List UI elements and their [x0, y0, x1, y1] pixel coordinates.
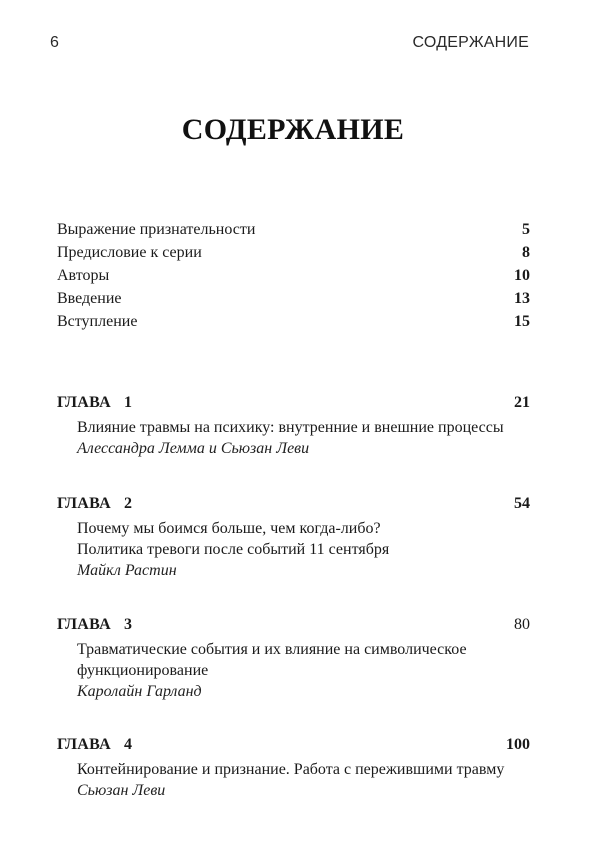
page-number: 6 — [50, 34, 60, 51]
chapter-page: 54 — [514, 495, 530, 512]
toc-entry-series-preface[interactable] — [57, 241, 530, 264]
chapter-title-line: функционирование — [77, 662, 209, 679]
chapter-title-line: Влияние травмы на психику: внутренние и внешние процессы — [77, 419, 504, 436]
chapter-word: ГЛАВА — [57, 495, 111, 512]
toc-entry-page: 8 — [522, 244, 530, 261]
page-title: СОДЕРЖАНИЕ — [181, 113, 405, 146]
toc-entry-label: Предисловие к серии — [57, 244, 202, 261]
chapter-heading — [57, 733, 530, 757]
toc-entry-page: 10 — [514, 267, 530, 284]
chapter-number: 4 — [124, 736, 132, 753]
chapter-page: 21 — [514, 394, 530, 411]
front-matter-list — [57, 218, 530, 333]
chapter-title-line: Политика тревоги после событий 11 сентября — [77, 541, 390, 558]
toc-chapter-3[interactable] — [57, 613, 530, 702]
toc-chapter-1[interactable] — [57, 391, 530, 459]
chapter-page: 80 — [514, 616, 530, 633]
chapter-page: 100 — [506, 736, 530, 753]
toc-entry-foreword[interactable] — [57, 310, 530, 333]
toc-entry-label: Выражение признательности — [57, 221, 256, 238]
chapter-word: ГЛАВА — [57, 394, 111, 411]
toc-entry-label: Авторы — [57, 267, 110, 284]
running-head — [50, 34, 529, 56]
toc-entry-label: Вступление — [57, 313, 138, 330]
chapter-author: Каролайн Гарланд — [77, 683, 202, 700]
chapter-number: 2 — [124, 495, 132, 512]
toc-entry-acknowledgements[interactable] — [57, 218, 530, 241]
toc-entry-authors[interactable] — [57, 264, 530, 287]
chapter-word: ГЛАВА — [57, 616, 111, 633]
chapter-title-line: Контейнирование и признание. Работа с пережившими травму — [77, 761, 505, 778]
running-head-section: СОДЕРЖАНИЕ — [412, 34, 529, 51]
chapter-number: 3 — [124, 616, 132, 633]
toc-entry-page: 15 — [514, 313, 530, 330]
chapter-title-line: Почему мы боимся больше, чем когда-либо? — [77, 520, 381, 537]
chapter-heading — [57, 492, 530, 516]
toc-entry-label: Введение — [57, 290, 122, 307]
toc-entry-page: 13 — [514, 290, 530, 307]
chapter-author: Майкл Растин — [77, 562, 177, 579]
chapter-author: Алессандра Лемма и Сьюзан Леви — [77, 440, 310, 457]
chapter-number: 1 — [124, 394, 132, 411]
chapter-heading — [57, 391, 530, 415]
chapter-author: Сьюзан Леви — [77, 782, 166, 799]
chapter-title-line: Травматические события и их влияние на символическое — [77, 641, 467, 658]
toc-entry-page: 5 — [522, 221, 530, 238]
toc-chapter-2[interactable] — [57, 492, 530, 581]
toc-chapter-4[interactable] — [57, 733, 530, 801]
chapter-word: ГЛАВА — [57, 736, 111, 753]
toc-entry-introduction[interactable] — [57, 287, 530, 310]
chapter-heading — [57, 613, 530, 637]
